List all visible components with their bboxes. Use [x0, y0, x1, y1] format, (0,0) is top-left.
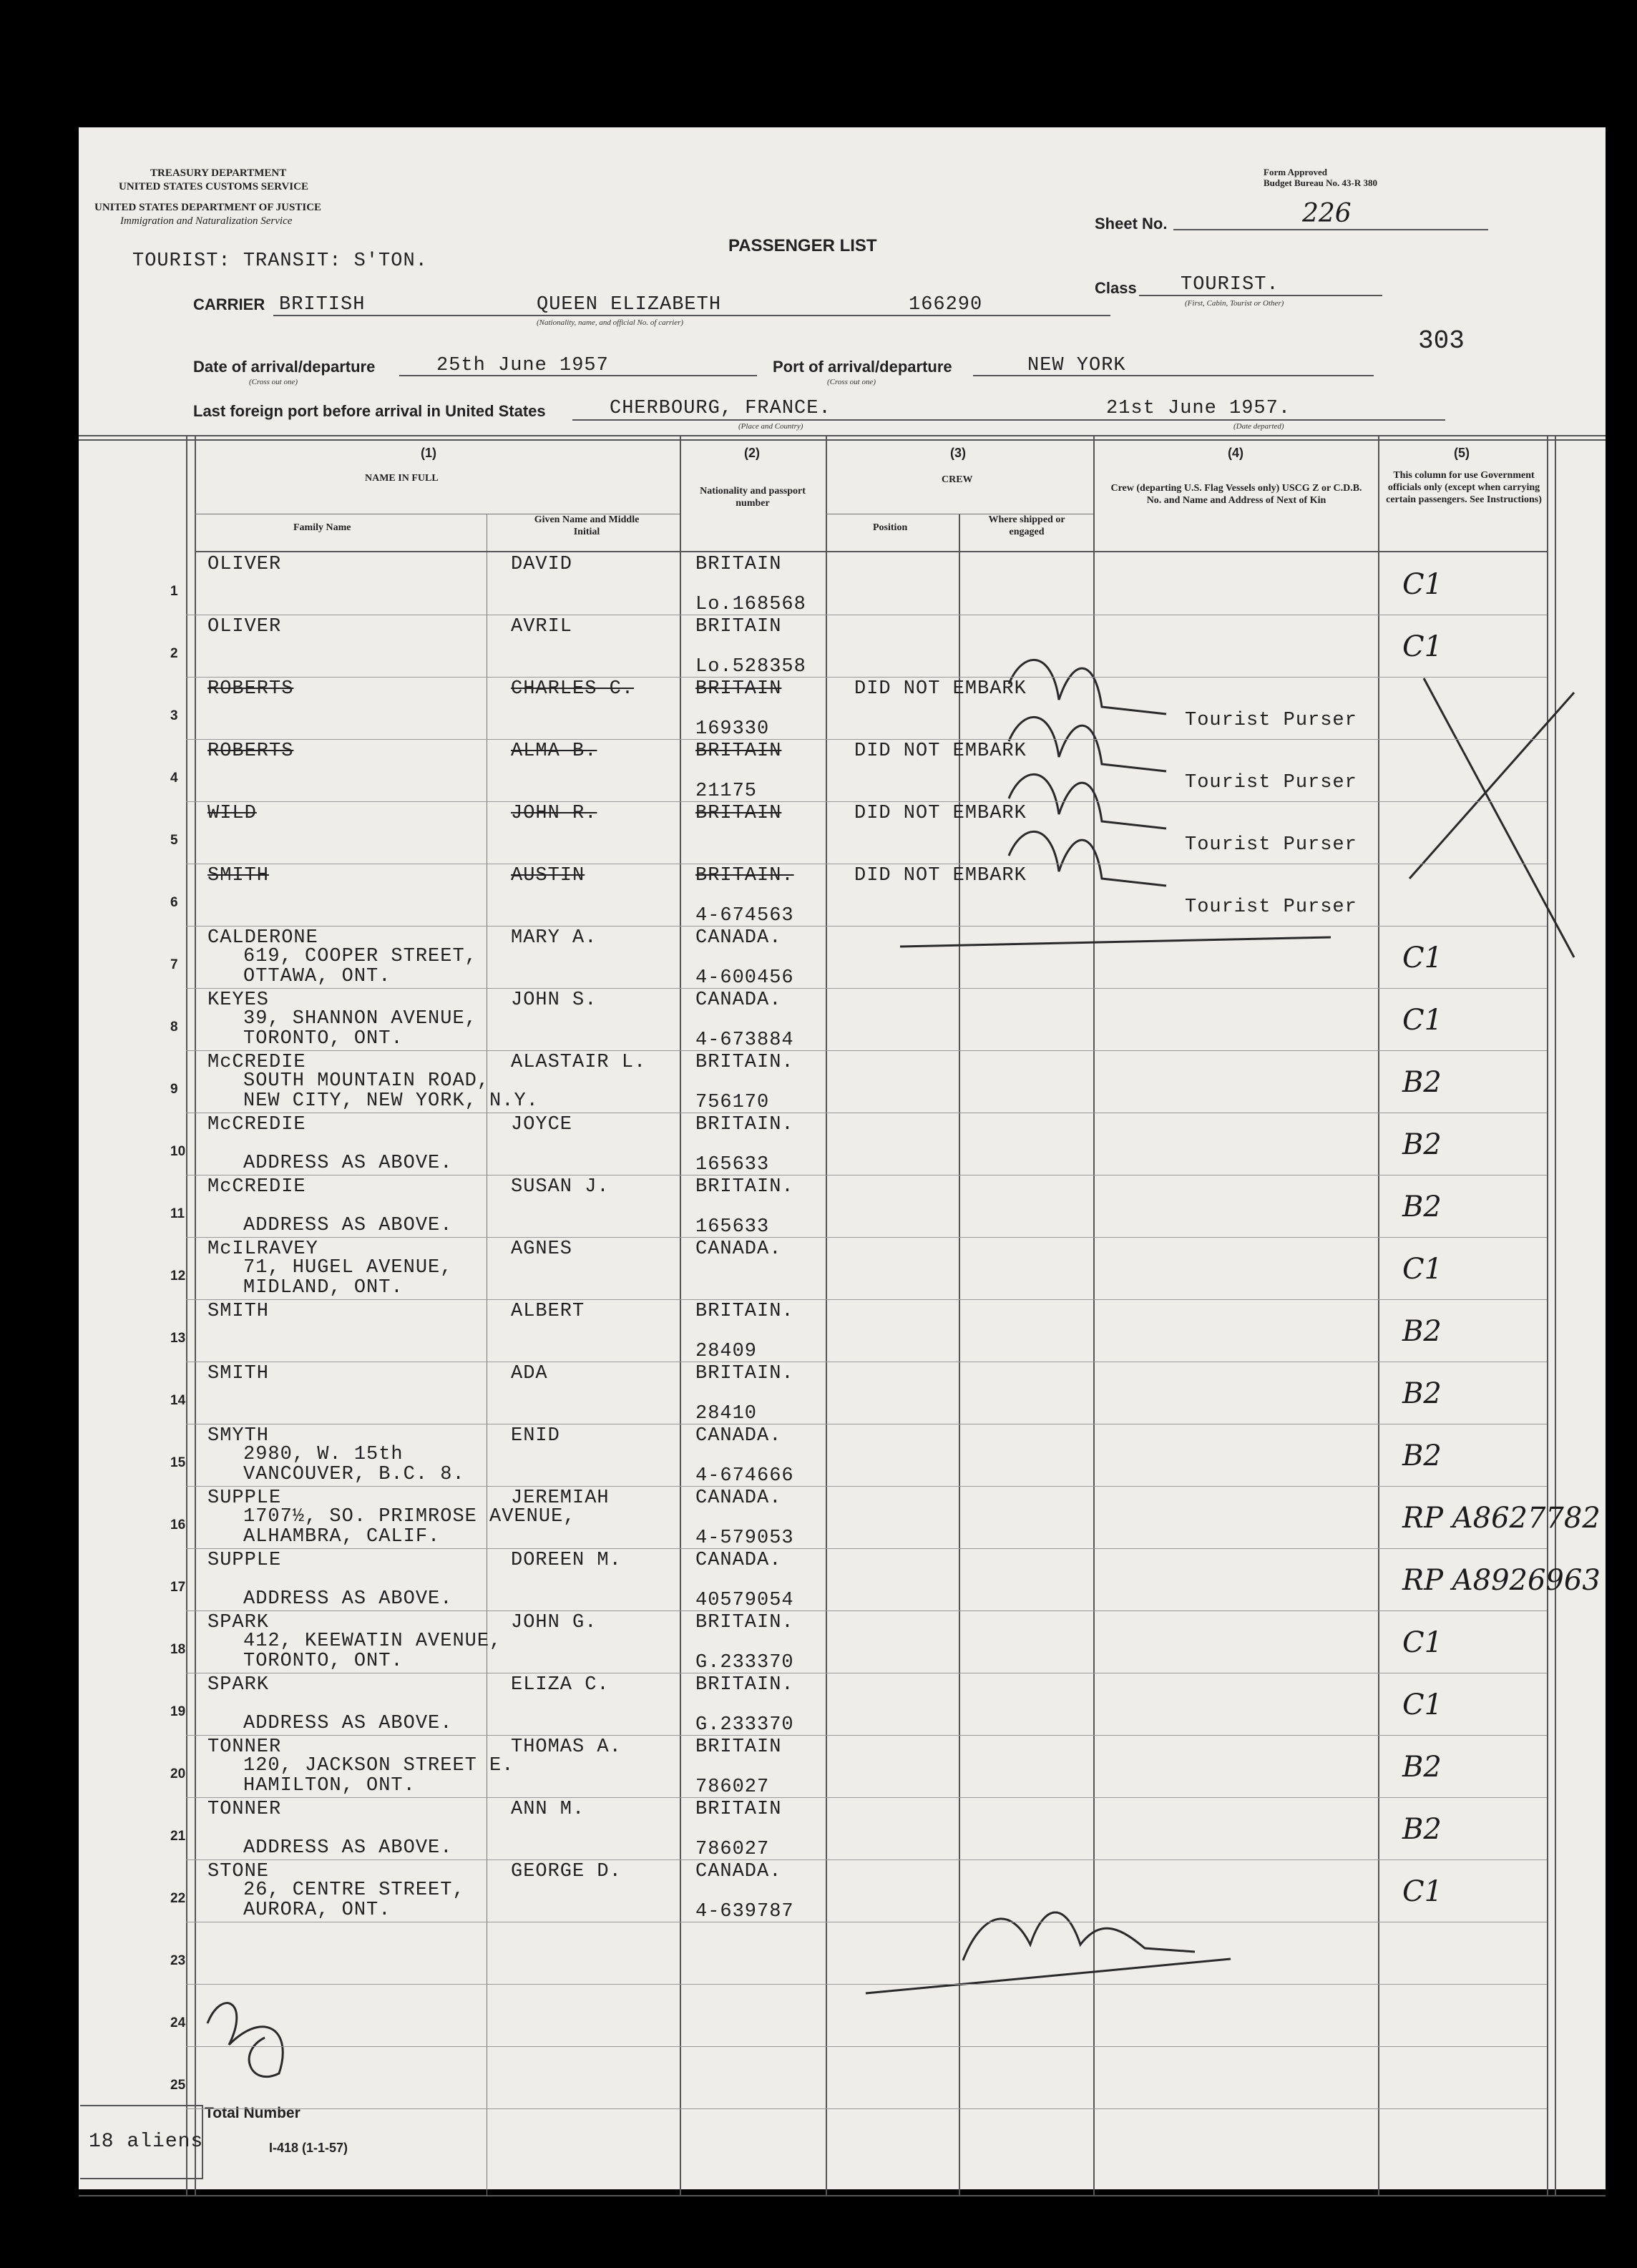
- agency-line-2: UNITED STATES CUSTOMS SERVICE: [119, 181, 308, 192]
- signature-row3: [1009, 660, 1166, 714]
- official-code: C1: [1402, 1626, 1443, 1659]
- row-divider: [186, 1859, 1547, 1860]
- address-line: MIDLAND, ONT.: [243, 1277, 404, 1299]
- address-line: AURORA, ONT.: [243, 1900, 391, 1921]
- family-name: CALDERONE: [207, 927, 318, 949]
- row-divider: [186, 677, 1547, 678]
- agency-line-3: UNITED STATES DEPARTMENT OF JUSTICE: [94, 202, 322, 213]
- nationality: CANADA.: [695, 1238, 782, 1260]
- row-number: 18: [170, 1642, 186, 1657]
- crew-position: DID NOT EMBARK: [854, 740, 1027, 762]
- family-name: SMITH: [207, 1363, 270, 1384]
- row-number: 23: [170, 1953, 186, 1968]
- col1-number: (1): [421, 446, 436, 460]
- row-divider: [186, 1610, 1547, 1611]
- carrier-name: QUEEN ELIZABETH: [537, 294, 722, 316]
- row-divider: [186, 926, 1547, 927]
- row-number: 11: [170, 1206, 185, 1221]
- row-number: 5: [170, 833, 178, 848]
- next-of-kin-note: Tourist Purser: [1185, 834, 1357, 856]
- cancel-cross-stroke-2: [1424, 678, 1574, 957]
- given-name: ALMA B.: [511, 740, 597, 762]
- port-label: Port of arrival/departure: [773, 358, 952, 376]
- official-code: C1: [1402, 1875, 1443, 1908]
- row-number: 21: [170, 1829, 186, 1844]
- address-line: TORONTO, ONT.: [243, 1028, 404, 1050]
- passport-number: 4-673884: [695, 1030, 794, 1051]
- family-name: McCREDIE: [207, 1114, 306, 1135]
- row-number: 1: [170, 584, 178, 599]
- address-line: ADDRESS AS ABOVE.: [243, 1713, 453, 1734]
- signature-underline: [866, 1959, 1231, 1993]
- nationality: BRITAIN.: [695, 1114, 794, 1135]
- address-line: SOUTH MOUNTAIN ROAD,: [243, 1070, 490, 1092]
- col3-title: CREW: [942, 474, 973, 485]
- next-of-kin-note: Tourist Purser: [1185, 772, 1357, 793]
- class-value: TOURIST.: [1181, 274, 1279, 295]
- passport-number: 169330: [695, 718, 770, 740]
- given-name: AVRIL: [511, 616, 573, 637]
- passport-number: 165633: [695, 1154, 770, 1175]
- row-number: 17: [170, 1580, 186, 1595]
- row-divider: [186, 801, 1547, 802]
- family-name: TONNER: [207, 1799, 282, 1820]
- official-code: RP A8926963: [1402, 1564, 1601, 1597]
- col4-title: Crew (departing U.S. Flag Vessels only) USCG Z or C.D.B. No. and Name and Address of Next of Kin: [1110, 483, 1362, 506]
- address-line: 412, KEEWATIN AVENUE,: [243, 1631, 502, 1652]
- row-number: 16: [170, 1517, 186, 1533]
- nationality: BRITAIN: [695, 1799, 782, 1820]
- given-name: GEORGE D.: [511, 1861, 622, 1882]
- official-code: C1: [1402, 1004, 1443, 1037]
- passport-number: 4-674666: [695, 1465, 794, 1487]
- crew-position: DID NOT EMBARK: [854, 678, 1027, 700]
- port-value: NEW YORK: [1027, 355, 1126, 376]
- row-number: 24: [170, 2015, 186, 2030]
- arrival-date: 25th June 1957: [436, 355, 609, 376]
- col3b-title: Where shipped or engaged: [988, 514, 1065, 537]
- row-number: 4: [170, 771, 178, 786]
- family-name: TONNER: [207, 1736, 282, 1758]
- crew-position: DID NOT EMBARK: [854, 803, 1027, 824]
- official-code: C1: [1402, 1253, 1443, 1286]
- nationality: BRITAIN: [695, 803, 782, 824]
- last-port-label: Last foreign port before arrival in United States: [193, 402, 546, 420]
- given-name: ENID: [511, 1425, 560, 1447]
- family-name: KEYES: [207, 989, 270, 1011]
- passport-number: 4-639787: [695, 1901, 794, 1922]
- address-line: HAMILTON, ONT.: [243, 1775, 416, 1797]
- nationality: BRITAIN: [695, 616, 782, 637]
- total-value: 18 aliens: [89, 2131, 204, 2153]
- date-departed-caption: (Date departed): [1233, 422, 1284, 431]
- form-approved: Form Approved: [1264, 167, 1327, 177]
- nationality: CANADA.: [695, 927, 782, 949]
- sheet-label: Sheet No.: [1095, 215, 1168, 233]
- date-departed: 21st June 1957.: [1106, 398, 1291, 419]
- col5-number: (5): [1454, 446, 1470, 460]
- given-name: THOMAS A.: [511, 1736, 622, 1758]
- address-line: NEW CITY, NEW YORK, N.Y.: [243, 1090, 539, 1112]
- nationality: BRITAIN.: [695, 1052, 794, 1073]
- address-line: ADDRESS AS ABOVE.: [243, 1837, 453, 1859]
- family-name: OLIVER: [207, 554, 282, 575]
- row-number: 7: [170, 957, 178, 972]
- family-name: McILRAVEY: [207, 1238, 318, 1260]
- given-name: JOHN G.: [511, 1612, 597, 1633]
- family-name: SUPPLE: [207, 1550, 282, 1571]
- row-number: 19: [170, 1704, 186, 1719]
- family-name: WILD: [207, 803, 257, 824]
- row-divider: [186, 1984, 1547, 1985]
- row-number: 2: [170, 646, 178, 661]
- passport-number: G.233370: [695, 1714, 794, 1736]
- given-name: AUSTIN: [511, 865, 585, 886]
- col2-number: (2): [744, 446, 760, 460]
- passport-number: Lo.528358: [695, 656, 806, 678]
- next-of-kin-note: Tourist Purser: [1185, 896, 1357, 918]
- family-name: OLIVER: [207, 616, 282, 637]
- col1b-title: Given Name and Middle Initial: [534, 514, 640, 537]
- carrier-caption: (Nationality, name, and official No. of carrier): [537, 318, 684, 327]
- given-name: JOHN S.: [511, 989, 597, 1011]
- row-divider: [186, 1486, 1547, 1487]
- address-line: ADDRESS AS ABOVE.: [243, 1153, 453, 1174]
- official-code: C1: [1402, 568, 1443, 601]
- budget-bureau: Budget Bureau No. 43-R 380: [1264, 177, 1378, 188]
- class-label: Class: [1095, 279, 1137, 297]
- row-number: 14: [170, 1393, 186, 1408]
- passport-number: 786027: [695, 1839, 770, 1860]
- row-number: 12: [170, 1269, 186, 1284]
- row-number: 25: [170, 2078, 186, 2093]
- arrival-caption: (Cross out one): [249, 378, 298, 386]
- row-divider: [186, 1548, 1547, 1549]
- passport-number: 4-600456: [695, 967, 794, 989]
- col1a-title: Family Name: [293, 522, 351, 533]
- given-name: JOYCE: [511, 1114, 573, 1135]
- margin-scribble: [207, 2003, 283, 2077]
- given-name: ADA: [511, 1363, 548, 1384]
- total-label: Total Number: [205, 2105, 300, 2121]
- nationality: CANADA.: [695, 1861, 782, 1882]
- given-name: JEREMIAH: [511, 1487, 610, 1509]
- official-code: RP A8627782: [1402, 1502, 1601, 1535]
- official-code: B2: [1402, 1377, 1442, 1410]
- family-name: SPARK: [207, 1612, 270, 1633]
- transit-note: TOURIST: TRANSIT: S'TON.: [132, 250, 428, 272]
- col3a-title: Position: [873, 522, 908, 533]
- given-name: CHARLES C.: [511, 678, 635, 700]
- passport-number: 4-674563: [695, 905, 794, 927]
- row-divider: [186, 739, 1547, 740]
- carrier-label: CARRIER: [193, 295, 265, 313]
- address-line: 1707½, SO. PRIMROSE AVENUE,: [243, 1506, 576, 1528]
- nationality: BRITAIN: [695, 678, 782, 700]
- nationality: BRITAIN.: [695, 1301, 794, 1322]
- agency-line-4: Immigration and Naturalization Service: [120, 215, 293, 227]
- carrier-nationality: BRITISH: [279, 294, 366, 316]
- last-port-value: CHERBOURG, FRANCE.: [610, 398, 831, 419]
- row-number: 3: [170, 708, 178, 723]
- official-code: C1: [1402, 630, 1443, 663]
- row-divider: [186, 1050, 1547, 1051]
- page-number: 303: [1418, 326, 1465, 356]
- official-code: B2: [1402, 1128, 1442, 1161]
- signature-row4: [1009, 717, 1166, 771]
- given-name: ELIZA C.: [511, 1674, 610, 1696]
- row-divider: [186, 1797, 1547, 1798]
- passport-number: 28410: [695, 1403, 758, 1424]
- official-code: B2: [1402, 1751, 1442, 1784]
- row-number: 9: [170, 1082, 178, 1097]
- next-of-kin-note: Tourist Purser: [1185, 710, 1357, 731]
- col2-title: Nationality and passport number: [700, 486, 806, 509]
- row-divider: [186, 2108, 1547, 2109]
- given-name: ALBERT: [511, 1301, 585, 1322]
- row-number: 22: [170, 1891, 186, 1906]
- given-name: DAVID: [511, 554, 573, 575]
- family-name: SMITH: [207, 865, 270, 886]
- given-name: JOHN R.: [511, 803, 597, 824]
- row-divider: [186, 1299, 1547, 1300]
- last-port-caption: (Place and Country): [738, 422, 803, 431]
- official-code: B2: [1402, 1315, 1442, 1348]
- given-name: ALASTAIR L.: [511, 1052, 647, 1073]
- nationality: BRITAIN.: [695, 1176, 794, 1198]
- col5-title: This column for use Government officials only (except when carrying certain passengers. See Instructions): [1386, 470, 1542, 505]
- nationality: CANADA.: [695, 1550, 782, 1571]
- nationality: BRITAIN: [695, 554, 782, 575]
- passport-number: 4-579053: [695, 1528, 794, 1549]
- nationality: BRITAIN.: [695, 1674, 794, 1696]
- agency-line-1: TREASURY DEPARTMENT: [150, 167, 287, 179]
- row-divider: [186, 1237, 1547, 1238]
- passenger-list-form: [79, 127, 1606, 2189]
- port-caption: (Cross out one): [827, 378, 876, 386]
- passport-number: 40579054: [695, 1590, 794, 1611]
- official-code: C1: [1402, 1688, 1443, 1721]
- address-line: 2980, W. 15th: [243, 1444, 404, 1465]
- row-number: 20: [170, 1766, 186, 1781]
- family-name: SUPPLE: [207, 1487, 282, 1509]
- nationality: BRITAIN: [695, 1736, 782, 1758]
- address-line: 120, JACKSON STREET E.: [243, 1755, 514, 1776]
- row-divider: [186, 2046, 1547, 2047]
- nationality: CANADA.: [695, 1425, 782, 1447]
- row-number: 10: [170, 1144, 186, 1159]
- row-number: 15: [170, 1455, 186, 1470]
- address-line: 26, CENTRE STREET,: [243, 1880, 465, 1901]
- address-line: ALHAMBRA, CALIF.: [243, 1526, 441, 1548]
- address-line: OTTAWA, ONT.: [243, 966, 391, 987]
- passport-number: 28409: [695, 1341, 758, 1362]
- void-underline: [900, 937, 1331, 947]
- nationality: CANADA.: [695, 1487, 782, 1509]
- nationality: BRITAIN.: [695, 1363, 794, 1384]
- row-number: 8: [170, 1020, 178, 1035]
- form-title: PASSENGER LIST: [728, 236, 877, 255]
- crew-position: DID NOT EMBARK: [854, 865, 1027, 886]
- family-name: SPARK: [207, 1674, 270, 1696]
- nationality: BRITAIN.: [695, 865, 794, 886]
- address-line: 619, COOPER STREET,: [243, 946, 477, 967]
- class-caption: (First, Cabin, Tourist or Other): [1185, 299, 1284, 308]
- row-number: 6: [170, 895, 178, 910]
- passport-number: G.233370: [695, 1652, 794, 1673]
- col3-number: (3): [950, 446, 966, 460]
- cancel-cross-stroke-1: [1409, 693, 1574, 879]
- nationality: BRITAIN: [695, 740, 782, 762]
- nationality: BRITAIN.: [695, 1612, 794, 1633]
- address-line: ADDRESS AS ABOVE.: [243, 1588, 453, 1610]
- given-name: DOREEN M.: [511, 1550, 622, 1571]
- col1-title: NAME IN FULL: [365, 473, 439, 484]
- given-name: MARY A.: [511, 927, 597, 949]
- row-number: 13: [170, 1331, 186, 1346]
- family-name: ROBERTS: [207, 740, 294, 762]
- official-code: C1: [1402, 942, 1443, 974]
- passport-number: 756170: [695, 1092, 770, 1113]
- passport-number: 786027: [695, 1776, 770, 1798]
- nationality: CANADA.: [695, 989, 782, 1011]
- passport-number: 165633: [695, 1216, 770, 1238]
- official-code: B2: [1402, 1440, 1442, 1472]
- address-line: TORONTO, ONT.: [243, 1651, 404, 1672]
- signature-bottom: [963, 1912, 1195, 1960]
- arrival-label: Date of arrival/departure: [193, 358, 376, 376]
- family-name: ROBERTS: [207, 678, 294, 700]
- family-name: STONE: [207, 1861, 270, 1882]
- form-number: I-418 (1-1-57): [269, 2141, 348, 2155]
- family-name: McCREDIE: [207, 1052, 306, 1073]
- family-name: McCREDIE: [207, 1176, 306, 1198]
- given-name: SUSAN J.: [511, 1176, 610, 1198]
- given-name: AGNES: [511, 1238, 573, 1260]
- address-line: VANCOUVER, B.C. 8.: [243, 1464, 465, 1485]
- address-line: 39, SHANNON AVENUE,: [243, 1008, 477, 1030]
- passport-number: 21175: [695, 781, 758, 802]
- address-line: 71, HUGEL AVENUE,: [243, 1257, 453, 1279]
- official-code: B2: [1402, 1813, 1442, 1846]
- row-divider: [186, 1735, 1547, 1736]
- sheet-number: 226: [1302, 199, 1352, 228]
- carrier-number: 166290: [909, 294, 983, 316]
- col4-number: (4): [1228, 446, 1243, 460]
- family-name: SMYTH: [207, 1425, 270, 1447]
- family-name: SMITH: [207, 1301, 270, 1322]
- row-divider: [186, 988, 1547, 989]
- signature-row6: [1009, 831, 1166, 886]
- official-code: B2: [1402, 1066, 1442, 1099]
- official-code: B2: [1402, 1191, 1442, 1223]
- passport-number: Lo.168568: [695, 594, 806, 615]
- given-name: ANN M.: [511, 1799, 585, 1820]
- address-line: ADDRESS AS ABOVE.: [243, 1215, 453, 1236]
